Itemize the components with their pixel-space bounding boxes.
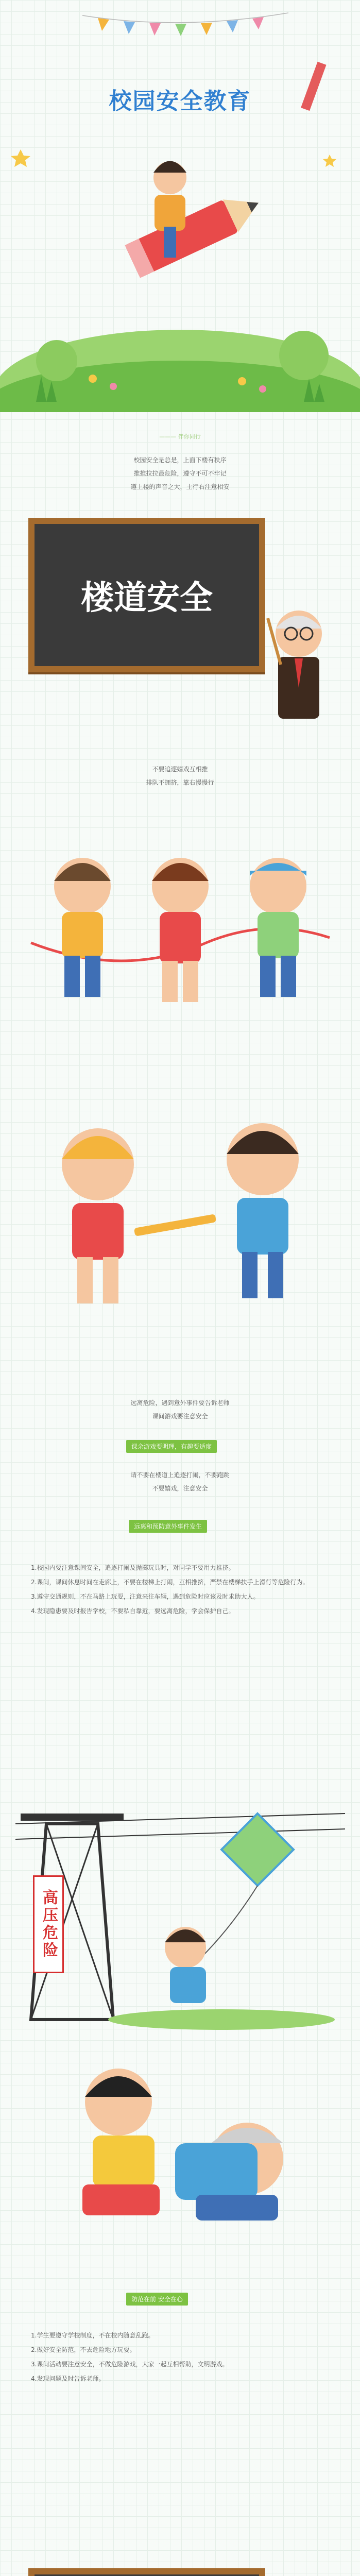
- body-paragraph: 2.课间，课间休息时间在走廊上，不要在楼梯上打闹，互相推挤，严禁在楼梯扶手上滑行等危险行为。: [31, 1579, 309, 1586]
- high-voltage-illustration: [15, 1793, 345, 2030]
- header-illustration: [0, 0, 360, 412]
- rules-line: 4.发现问题及时告诉老师。: [31, 2375, 105, 2382]
- teacher-illustration: [247, 598, 350, 732]
- tip-tag-3: 防范在前 安全在心: [126, 2293, 188, 2306]
- intro-line: 遵上楼的声音之大，土行右注意相安: [130, 483, 230, 490]
- intro-text: [0, 453, 360, 494]
- tag1-text: [0, 1468, 360, 1495]
- body-paragraph: 4.发现隐患要及时报告学校，不要私自靠近，要远离危险，学会保护自己。: [31, 1607, 235, 1615]
- body-paragraph: 1.校园内要注意课间安全，追逐打闹及抛掷玩具时，对同学不要用力推挤。: [31, 1564, 235, 1571]
- body-paragraphs: [31, 1561, 330, 1619]
- play-text: [0, 1396, 360, 1423]
- tag1-line: 不要嬉戏，注意安全: [152, 1485, 208, 1492]
- page-title: 校园安全教育: [109, 88, 251, 114]
- stairs-blackboard: [28, 518, 265, 672]
- break-blackboard: [28, 2568, 265, 2576]
- intro-line: 校园安全是总是，上面下楼有秩序: [133, 456, 227, 464]
- play-line: 课间游戏要注意安全: [152, 1413, 208, 1420]
- intro-line: 推推拉拉最危险，遵守不可不牢记: [133, 470, 227, 477]
- rules-line: 2.做好安全防范，不去危险地方玩耍。: [31, 2346, 136, 2353]
- tag1-line: 请不要在楼道上追逐打闹，不要跑跳: [130, 1471, 230, 1479]
- play-line: 远离危险，遇到意外事件要告诉老师: [130, 1399, 230, 1406]
- stairs-line: 不要追逐嬉戏互相推: [152, 766, 208, 773]
- tip-tag-1: 课余游戏要明理，有趣要适度: [126, 1440, 217, 1453]
- stairs-line: 排队不拥挤，靠右慢慢行: [146, 779, 214, 786]
- kids-wrestling-illustration: [21, 2040, 340, 2257]
- body-paragraph: 3.遵守交通规则，不在马路上玩耍，注意来往车辆，遇到危险时应该及时求助大人。: [31, 1593, 260, 1600]
- kids-playing-illustration: [21, 1092, 340, 1319]
- rules-line: 1.学生要遵守学校制度，不在校内随意乱跑。: [31, 2332, 155, 2339]
- tip-tag-2: 远离和预防意外事件发生: [129, 1520, 207, 1533]
- danger-sign: 高压危险: [33, 1875, 64, 1973]
- stairs-board-title: 楼道安全: [81, 579, 213, 617]
- kids-running-illustration: [21, 809, 340, 1025]
- intro-decoration: ——— 伴你同行: [159, 433, 201, 440]
- rules-line: 3.课间活动要注意安全，不做危险游戏，大家一起互相帮助，文明游戏。: [31, 2361, 229, 2368]
- stairs-text: [0, 762, 360, 789]
- rules-text: [31, 2329, 330, 2386]
